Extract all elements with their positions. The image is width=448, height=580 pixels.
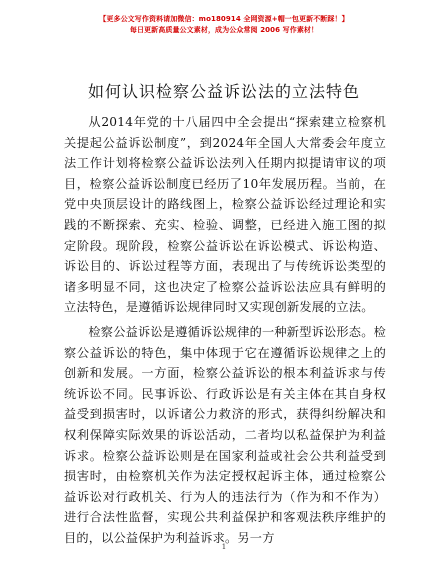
promo-header <box>0 14 448 36</box>
paragraph-1: 从2014年党的十八届四中全会提出“探索建立检察机关提起公益诉讼制度”，到2024年全国人大常委会年度立法工作计划将检察公益诉讼法列入任期内拟提请审议的项目，检察公益诉讼制度已经历了10年发展历程。当前，在党中央顶层设计的路线图上，检察公益诉讼经过理论和实践的不断探索、充实、检验、调整，已经进入施工图的拟定阶段。现阶段，检察公益诉讼在诉讼模式、诉讼构造、诉讼目的、诉讼过程等方面，表现出了与传统诉讼类型的诸多明显不同，这也决定了检察公益诉讼法应具有鲜明的立法特色，是遵循诉讼规律同时又实现创新发展的立法。 <box>64 115 386 315</box>
promo-header-line-2: 每日更新高质量公文素材，成为公众常阅 2006 写作素材！ <box>129 26 319 34</box>
page-number: 1 <box>221 543 227 551</box>
document-body <box>64 112 386 548</box>
document-title: 如何认识检察公益诉讼法的立法特色 <box>87 82 360 101</box>
promo-header-line-1: 【更多公文写作资料请加微信：mo180914 全网资源+帽一包更新不断踩！】 <box>99 15 349 23</box>
paragraph-2: 检察公益诉讼是遵循诉讼规律的一种新型诉讼形态。检察公益诉讼的特色，集中体现于它在遵循诉讼规律之上的创新和发展。一方面，检察公益诉讼的根本利益诉求与传统诉讼不同。民事诉讼、行政诉讼是有关主体在其自身权益受到损害时，以诉诸公力救济的形式，获得纠纷解决和权利保障实际效果的诉讼活动，二者均以私益保护为利益诉求。检察公益诉讼则是在国家利益或社会公共利益受到损害时，由检察机关作为法定授权起诉主体，通过检察公益诉讼对行政机关、行为人的违法行为（作为和不作为）进行合法性监督，实现公共利益保护和客观法秩序维护的目的，以公益保护为利益诉求。另一方 <box>64 324 386 545</box>
